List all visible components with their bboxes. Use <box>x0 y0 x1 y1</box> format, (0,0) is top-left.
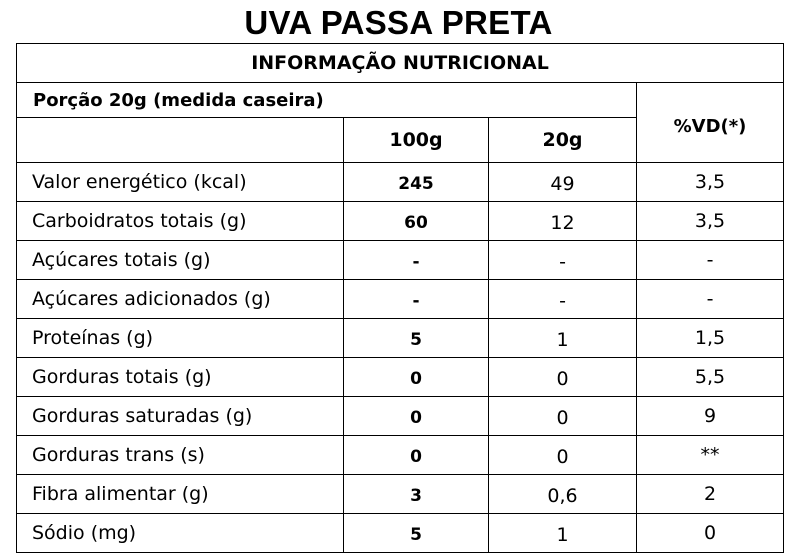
value-20g: 0,6 <box>489 475 637 514</box>
value-vd: 2 <box>637 475 784 514</box>
nutrient-rows <box>17 163 784 553</box>
table-header: INFORMAÇÃO NUTRICIONAL <box>17 44 784 83</box>
value-100g: - <box>344 241 489 280</box>
value-vd: - <box>637 241 784 280</box>
column-header-100g: 100g <box>344 118 489 163</box>
value-20g: - <box>489 241 637 280</box>
value-100g: 5 <box>344 514 489 553</box>
table-header-row <box>17 44 784 83</box>
nutrient-name: Açúcares totais (g) <box>17 241 344 280</box>
nutrient-name: Gorduras totais (g) <box>17 358 344 397</box>
table-row <box>17 280 784 319</box>
value-vd: - <box>637 280 784 319</box>
value-20g: 1 <box>489 514 637 553</box>
value-100g: - <box>344 280 489 319</box>
table-row <box>17 475 784 514</box>
value-20g: 0 <box>489 397 637 436</box>
column-header-20g: 20g <box>489 118 637 163</box>
nutrient-name: Valor energético (kcal) <box>17 163 344 202</box>
table-row <box>17 202 784 241</box>
nutrient-name: Sódio (mg) <box>17 514 344 553</box>
value-20g: 1 <box>489 319 637 358</box>
nutrient-name: Gorduras saturadas (g) <box>17 397 344 436</box>
value-100g: 60 <box>344 202 489 241</box>
vd-column-header: %VD(*) <box>637 83 784 163</box>
table-row <box>17 436 784 475</box>
nutrient-name: Proteínas (g) <box>17 319 344 358</box>
portion-label: Porção 20g (medida caseira) <box>17 83 637 118</box>
value-20g: 49 <box>489 163 637 202</box>
value-vd: 9 <box>637 397 784 436</box>
nutrient-name: Gorduras trans (s) <box>17 436 344 475</box>
table-row <box>17 319 784 358</box>
nutrient-name: Açúcares adicionados (g) <box>17 280 344 319</box>
value-vd: 1,5 <box>637 319 784 358</box>
nutrient-name: Fibra alimentar (g) <box>17 475 344 514</box>
value-100g: 245 <box>344 163 489 202</box>
value-20g: - <box>489 280 637 319</box>
value-100g: 0 <box>344 358 489 397</box>
nutrient-name: Carboidratos totais (g) <box>17 202 344 241</box>
value-vd: 5,5 <box>637 358 784 397</box>
nutrition-table <box>16 43 784 553</box>
portion-row <box>17 83 784 118</box>
value-100g: 3 <box>344 475 489 514</box>
value-vd: 3,5 <box>637 163 784 202</box>
value-vd: 0 <box>637 514 784 553</box>
blank-header-cell <box>17 118 344 163</box>
table-row <box>17 514 784 553</box>
value-20g: 0 <box>489 436 637 475</box>
table-row <box>17 241 784 280</box>
value-vd: 3,5 <box>637 202 784 241</box>
value-20g: 12 <box>489 202 637 241</box>
table-row <box>17 397 784 436</box>
value-100g: 0 <box>344 397 489 436</box>
value-20g: 0 <box>489 358 637 397</box>
value-100g: 0 <box>344 436 489 475</box>
table-row <box>17 358 784 397</box>
value-vd: ** <box>637 436 784 475</box>
product-title: UVA PASSA PRETA <box>244 4 553 41</box>
value-100g: 5 <box>344 319 489 358</box>
table-row <box>17 163 784 202</box>
